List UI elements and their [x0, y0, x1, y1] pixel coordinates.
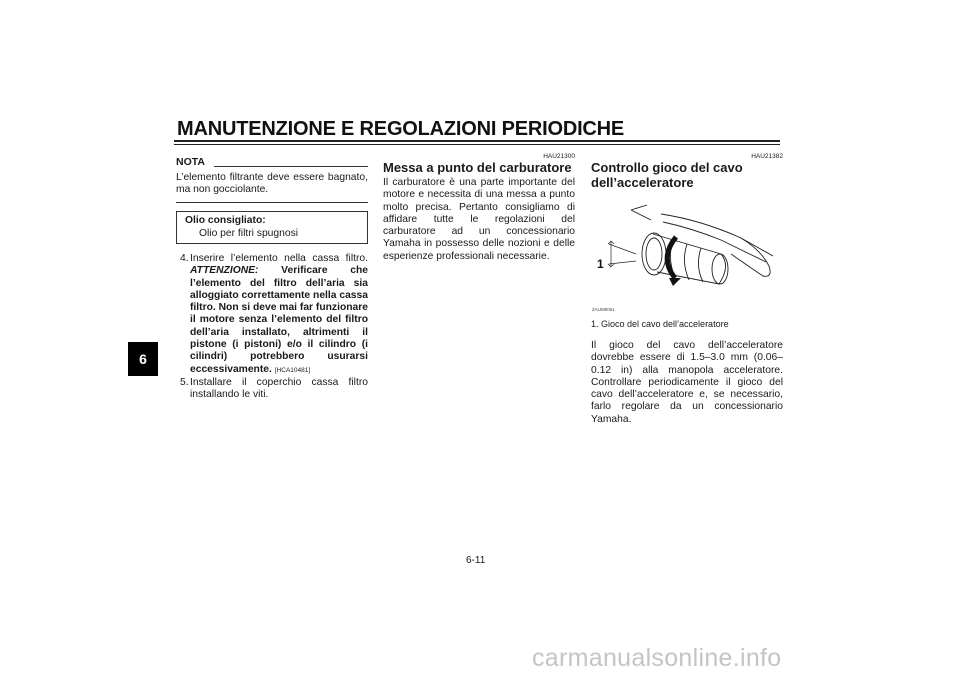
oil-box-value: Olio per filtri spugnosi [199, 227, 299, 239]
step-number: 4. [180, 253, 189, 264]
nota-bottom-rule [176, 202, 368, 203]
warning-label: ATTENZIONE: [190, 265, 259, 277]
section-heading: Messa a punto del carburatore [383, 160, 572, 175]
step-number: 5. [180, 376, 189, 388]
warning-code: [HCA10481] [274, 366, 311, 374]
throttle-grip-figure [591, 198, 783, 314]
section-text: Il carburatore è una parte importante del motore e necessita di una messa a punto molto precisa. Pertanto consigliamo di affidare tutte le regolazioni del carburatore ad un concessionario Yamaha in possesso delle nozioni e delle esperienze professionali necessarie. [383, 177, 575, 262]
section-text: Il gioco del cavo dell’acceleratore dovrebbe essere di 1.5–3.0 mm (0.06–0.12 in) alla manopola acceleratore. Controllare periodicamente il gioco del cavo dell’acceleratore e, se necessario, farlo regolare da un concessionario Yamaha. [591, 340, 783, 425]
warning [190, 265, 368, 374]
page-number: 6-11 [466, 555, 486, 566]
steps-list [176, 253, 368, 402]
nota-text: L’elemento filtrante deve essere bagnato, ma non gocciolante. [176, 172, 368, 196]
nota-label: NOTA [176, 156, 205, 168]
step-text: Installare il coperchio cassa filtro installando le viti. [190, 376, 368, 401]
section-heading: Controllo gioco del cavo dell’acceleratore [591, 160, 743, 190]
page-title: MANUTENZIONE E REGOLAZIONI PERIODICHE [177, 118, 625, 140]
step-text: Inserire l’elemento nella cassa filtro. [190, 253, 368, 264]
recommended-oil-box [176, 211, 368, 244]
warning-text: Verificare che l’elemento del filtro dell’aria sia alloggiato correttamente nella cassa filtro. Non si deve mai far funzionare il motore senza l’elemento del filtro dell’aria installato, altrimenti il pistone (i pistoni) e/o il cilindro (i cilindri) potrebbero usurarsi eccessivamente. [190, 265, 368, 375]
figure-code: ZAUM0061 [592, 307, 615, 312]
figure-caption: 1. Gioco del cavo dell’acceleratore [591, 319, 729, 329]
section-code: HAU21382 [751, 153, 783, 160]
nota-rule [214, 166, 368, 167]
figure-callout-label: 1 [597, 257, 604, 271]
section-code: HAU21300 [543, 153, 575, 160]
chapter-tab: 6 [128, 342, 158, 376]
watermark: carmanualsonline.info [532, 644, 782, 672]
title-rule-thin [174, 144, 780, 145]
oil-box-label: Olio consigliato: [185, 215, 266, 226]
list-item [176, 253, 368, 377]
title-rule [174, 140, 780, 142]
list-item [176, 377, 368, 402]
